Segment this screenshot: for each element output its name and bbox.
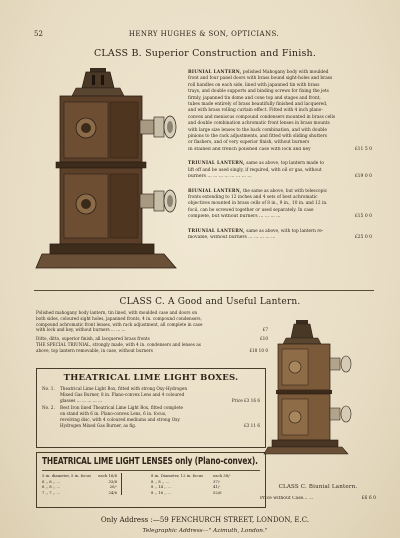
biunial-line-3: trays, and double supports and binding screws for fixing the jets — [188, 89, 329, 95]
triunial-line-0: same as above, top lantern made to — [246, 161, 324, 167]
biunial-tele-line-3: focii, can be screwed together or used separately. In case — [188, 207, 314, 213]
biunial-line-8: and double combination achromatic front lenses in brass mounts — [188, 121, 330, 127]
lens-row: 8 ,, 8 ,, ... 37/- — [151, 478, 221, 484]
lime-light-item: No. 1. Theatrical Lime Light Box, fitted with strong Oxy-Hydrogen Mixed Gas Burner, 8 in. Plano-convex Lens and 4 coloured glasses ... ... ... ... ... Price £3 16 6 — [42, 386, 260, 403]
class-b-title — [60, 48, 350, 59]
lens-row: 8 in. Diameter, 12 in. focus each 38/- — [151, 473, 231, 478]
lens-row: 8 ,, 14 ,, ... 41/- — [151, 484, 221, 490]
biunial-tele-price-line — [188, 214, 372, 220]
class-c-price: £10 — [260, 336, 268, 342]
triunial-line-1: lift off and be used singly, if required, with oil or gas, without — [188, 167, 322, 173]
class-b-title-prefix: CLASS B. — [93, 48, 142, 59]
lime-light-item: No. 2. Best Iron lined Theatrical Lime Light Box, fitted complete on stand with 6 in. Plano-convex Lens, 6 in. focus, revolving disc, with 4 coloured mediums and strong Oxy Hydrogen Mixed Gas Burner, as fig. £3 11 6 — [42, 405, 260, 428]
page-header — [34, 30, 374, 38]
biunial-tele-price: £15 0 0 — [354, 214, 372, 220]
biunial-tele-line-2: objectives mounted in brass cells of 8 in., 9 in., 10 in. and 12 in. — [188, 201, 328, 207]
lime-light-lenses-title: THEATRICAL LIME LIGHT LENSES only (Plano-convex). — [42, 456, 258, 467]
lens-row: 6 ,, 8 ,, ... 20/- — [42, 484, 151, 490]
lime-light-price: Price £3 16 6 — [231, 397, 260, 403]
class-c-lantern-illustration — [270, 318, 370, 464]
lime-light-lenses-panel — [36, 452, 266, 508]
page-number: 52 — [34, 30, 43, 38]
class-c-price: £18 10 0 — [249, 347, 268, 353]
biunial-line-9: with large size lenses to the back combination, and with double — [188, 127, 327, 133]
footer-address: Only Address :—59 FENCHURCH STREET, LONDON, E.C. — [100, 516, 310, 524]
biunial-price-label: In stained and french polished case with lock and key — [188, 146, 311, 152]
biunial-tele-price-label: complete, but without burners ... ... ... ... — [188, 214, 281, 220]
lime-light-price: £3 11 6 — [244, 422, 260, 428]
biunial-lantern-description — [188, 70, 372, 241]
biunial-price: £11 5 0 — [354, 146, 372, 152]
triunial2-line-0: same as above, with top lantern re- — [246, 228, 324, 234]
class-c-caption-price-label: Price without Case... ... — [260, 496, 314, 501]
biunial-tele-name: BIUNIAL LANTERN, — [188, 188, 242, 194]
class-b-title-rest: Superior Construction and Finish. — [145, 48, 317, 59]
class-c-title-prefix: CLASS C. — [119, 297, 165, 307]
lens-row: 7 ,, 7 ,, ... 24/6 — [42, 490, 151, 496]
biunial-line-1: front and four panel doors with brass bound sight-holes and brass — [188, 76, 333, 82]
class-c-caption-price: £6 6 0 — [361, 496, 376, 501]
footer-telegraphic: Telegraphic Address—" Azimuth, London." — [142, 528, 268, 534]
class-c-row: above, top lantern removable, in case, without burners £18 10 0 — [36, 347, 268, 353]
triunial2-name: TRIUNIAL LANTERN, — [188, 228, 245, 234]
biunial-lantern-illustration — [36, 62, 186, 282]
biunial-line-10: pinions to the rack adjustments, and fitted with sliding shutters — [188, 134, 327, 140]
triunial2-price: £25 0 0 — [354, 234, 372, 240]
lens-row: 8 ,, 16 ,, ... 52/6 — [151, 489, 222, 495]
triunial-price: £19 0 0 — [354, 174, 372, 180]
triunial2-price-label: movable, without burners ... ... ... ... ... — [188, 234, 276, 240]
lenses-table — [42, 473, 260, 495]
biunial-line-0: polished Mahogany body with moulded — [242, 70, 329, 75]
lime-light-boxes-panel — [36, 368, 266, 448]
biunial-line-2: roll handles on each side, lined with japanned tin with brass — [188, 82, 320, 88]
page-header-title: HENRY HUGHES & SON, OPTICIANS. — [128, 30, 280, 38]
biunial-name: BIUNIAL LANTERN, — [188, 70, 242, 75]
triunial-price-label: burners ... ... ... ... ... ... ... ... — [188, 174, 252, 180]
biunial-line-11: or flashers, and of very superior finish, without burners — [188, 140, 310, 146]
class-c-line-1: both sides, coloured sight holes, japanned fronts, 4 in. compound condensers, — [36, 315, 202, 321]
class-c-row: with lock and key, without burners ... ... ... £7 — [36, 327, 268, 333]
triunial-name: TRIUNIAL LANTERN, — [188, 161, 245, 167]
class-c-caption-price-line — [260, 496, 376, 502]
class-c-row: Ditto, ditto, superior finish, all lacquered brass fronts £10 — [36, 336, 268, 342]
class-c-title — [60, 297, 360, 307]
class-c-line-0: Polished mahogany body lantern, tin lined, with moulded case and doors on — [36, 310, 198, 315]
triunial2-price-line — [188, 235, 372, 241]
biunial-line-6: and with brass rolling curtain effect. Fitted with 4 inch plano- — [188, 108, 323, 114]
biunial-line-5: tubes made entirely of brass beautifully finished and lacquered, — [188, 102, 328, 108]
class-c-caption-block — [260, 484, 376, 502]
class-c-row: THE SPECIAL TRIUNIAL, strongly made, with 4 in. condensers and lenses as — [36, 341, 201, 347]
class-c-description — [36, 310, 268, 354]
lens-row: 5 in. diameter, 5 in. focus each 16/6 — [42, 473, 151, 479]
class-c-price: £7 — [262, 327, 268, 333]
biunial-tele-line-0: the same as above, but with telescopic — [242, 188, 328, 194]
triunial-price-line — [188, 174, 372, 180]
biunial-line-7: convex and meniscus compound condensers mounted in brass cells — [188, 114, 336, 120]
lens-row: 6 ,, 6 ,, ... 33/6 — [42, 479, 151, 485]
class-c-title-rest: A Good and Useful Lantern. — [168, 297, 301, 307]
biunial-line-4: firmly, japanned tin dome and cone top and stages and front, — [188, 95, 321, 101]
biunial-price-line — [188, 147, 372, 153]
section-divider — [34, 290, 374, 291]
class-c-caption: CLASS C. Biunial Lantern. — [278, 484, 358, 490]
class-c-line-2: compound achromatic front lenses, with rack adjustment, all complete in case — [36, 321, 203, 327]
lime-light-boxes-title: THEATRICAL LIME LIGHT BOXES. — [63, 373, 239, 383]
biunial-tele-line-1: fronts extending to 12 inches and 4 sets of best achromatic — [188, 194, 318, 200]
